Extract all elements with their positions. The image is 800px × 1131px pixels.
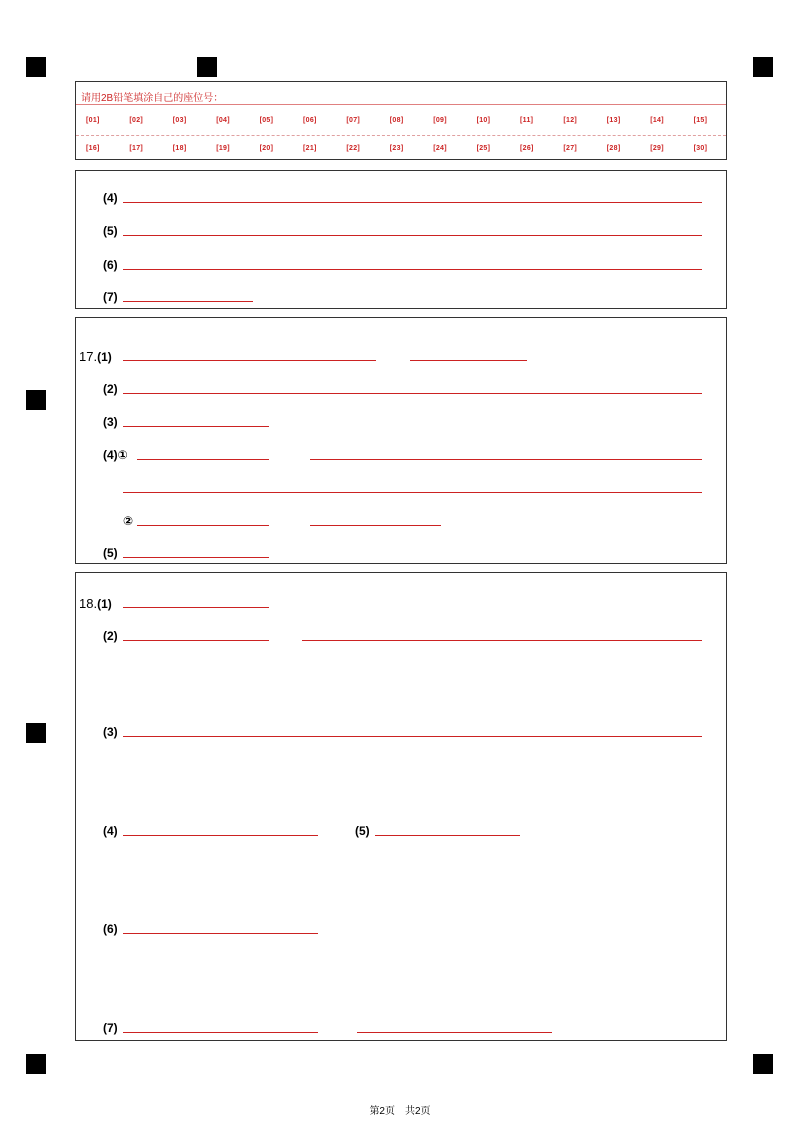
seat-option[interactable]: [20] (259, 145, 274, 152)
seat-option[interactable]: [08] (389, 117, 404, 124)
part-label-6: (6) (103, 258, 118, 272)
part-label-4: (4)① (103, 448, 128, 462)
question-number: 17. (79, 349, 98, 364)
answer-line[interactable] (410, 360, 527, 361)
part-label-5: (5) (103, 546, 118, 560)
page-footer (0, 1102, 800, 1117)
answer-line[interactable] (123, 426, 269, 427)
seat-option[interactable]: [28] (606, 145, 621, 152)
answer-line[interactable] (123, 360, 376, 361)
seat-option[interactable]: [13] (606, 117, 621, 124)
part-label-5: (5) (103, 224, 118, 238)
answer-box-q16 (75, 170, 727, 309)
answer-box-q18 (75, 572, 727, 1041)
answer-line[interactable] (123, 301, 253, 302)
seat-option[interactable]: [25] (476, 145, 491, 152)
seat-option[interactable]: [06] (303, 117, 317, 124)
seat-option[interactable]: [01] (86, 117, 100, 124)
answer-line[interactable] (123, 393, 702, 394)
question-18-label (79, 596, 112, 611)
part-label-1: (1) (97, 350, 112, 364)
seat-option[interactable]: [04] (216, 117, 230, 124)
seat-option[interactable]: [14] (650, 117, 664, 124)
seat-option[interactable]: [09] (433, 117, 447, 124)
seat-number-box (75, 81, 727, 160)
part-label-2: (2) (103, 382, 118, 396)
answer-line[interactable] (302, 640, 702, 641)
seat-option[interactable]: [30] (693, 145, 708, 152)
registration-mark-top-right (753, 57, 773, 77)
part-label-2: (2) (103, 629, 118, 643)
seat-option[interactable]: [19] (216, 145, 230, 152)
seat-option[interactable]: [18] (172, 145, 187, 152)
seat-option[interactable]: [16] (86, 145, 100, 152)
seat-option[interactable]: [22] (346, 145, 361, 152)
answer-line[interactable] (123, 607, 269, 608)
seat-option[interactable]: [11] (520, 117, 534, 124)
divider (76, 135, 726, 136)
answer-line[interactable] (310, 525, 441, 526)
part-label-6: (6) (103, 922, 118, 936)
question-17-label (79, 349, 112, 364)
seat-option[interactable]: [21] (303, 145, 317, 152)
part-label-7: (7) (103, 1021, 118, 1035)
page-number: 第2页 (369, 1106, 395, 1117)
answer-line[interactable] (357, 1032, 552, 1033)
seat-instruction: 请用2B铅笔填涂自己的座位号： (81, 93, 224, 104)
seat-option[interactable]: [10] (476, 117, 491, 124)
answer-line[interactable] (123, 835, 318, 836)
registration-mark-top-middle (197, 57, 217, 77)
seat-option[interactable]: [26] (520, 145, 534, 152)
answer-line[interactable] (123, 557, 269, 558)
question-number: 18. (79, 596, 98, 611)
answer-line[interactable] (123, 736, 702, 737)
part-label-4: (4) (103, 824, 118, 838)
answer-box-q17 (75, 317, 727, 564)
answer-line[interactable] (375, 835, 520, 836)
answer-line[interactable] (137, 459, 269, 460)
answer-line[interactable] (123, 235, 702, 236)
answer-line[interactable] (123, 933, 318, 934)
part-label-4: (4) (103, 191, 118, 205)
answer-line[interactable] (123, 269, 702, 270)
answer-line[interactable] (137, 525, 269, 526)
seat-option[interactable]: [12] (563, 117, 578, 124)
registration-mark-bottom-left (26, 1054, 46, 1074)
answer-line[interactable] (123, 202, 702, 203)
registration-mark-bottom-right (753, 1054, 773, 1074)
seat-option[interactable]: [05] (259, 117, 274, 124)
seat-option[interactable]: [24] (433, 145, 447, 152)
seat-option[interactable]: [15] (693, 117, 708, 124)
seat-option[interactable]: [07] (346, 117, 361, 124)
part-label-1: (1) (97, 597, 112, 611)
part-label-3: (3) (103, 725, 118, 739)
circled-two: ② (123, 514, 134, 528)
answer-line[interactable] (123, 492, 702, 493)
seat-option[interactable]: [29] (650, 145, 664, 152)
circled-one: ① (117, 448, 128, 462)
registration-mark-top-left (26, 57, 46, 77)
answer-line[interactable] (123, 1032, 318, 1033)
divider (76, 104, 726, 105)
seat-option[interactable]: [23] (389, 145, 404, 152)
seat-option[interactable]: [03] (172, 117, 187, 124)
answer-line[interactable] (123, 640, 269, 641)
registration-mark-left-upper (26, 390, 46, 410)
seat-option[interactable]: [17] (129, 145, 144, 152)
part-label-5: (5) (355, 824, 370, 838)
part-label-3: (3) (103, 415, 118, 429)
registration-mark-left-lower (26, 723, 46, 743)
page-total: 共2页 (405, 1106, 431, 1117)
seat-option[interactable]: [27] (563, 145, 578, 152)
answer-line[interactable] (310, 459, 702, 460)
part-label-7: (7) (103, 290, 118, 304)
seat-option[interactable]: [02] (129, 117, 144, 124)
